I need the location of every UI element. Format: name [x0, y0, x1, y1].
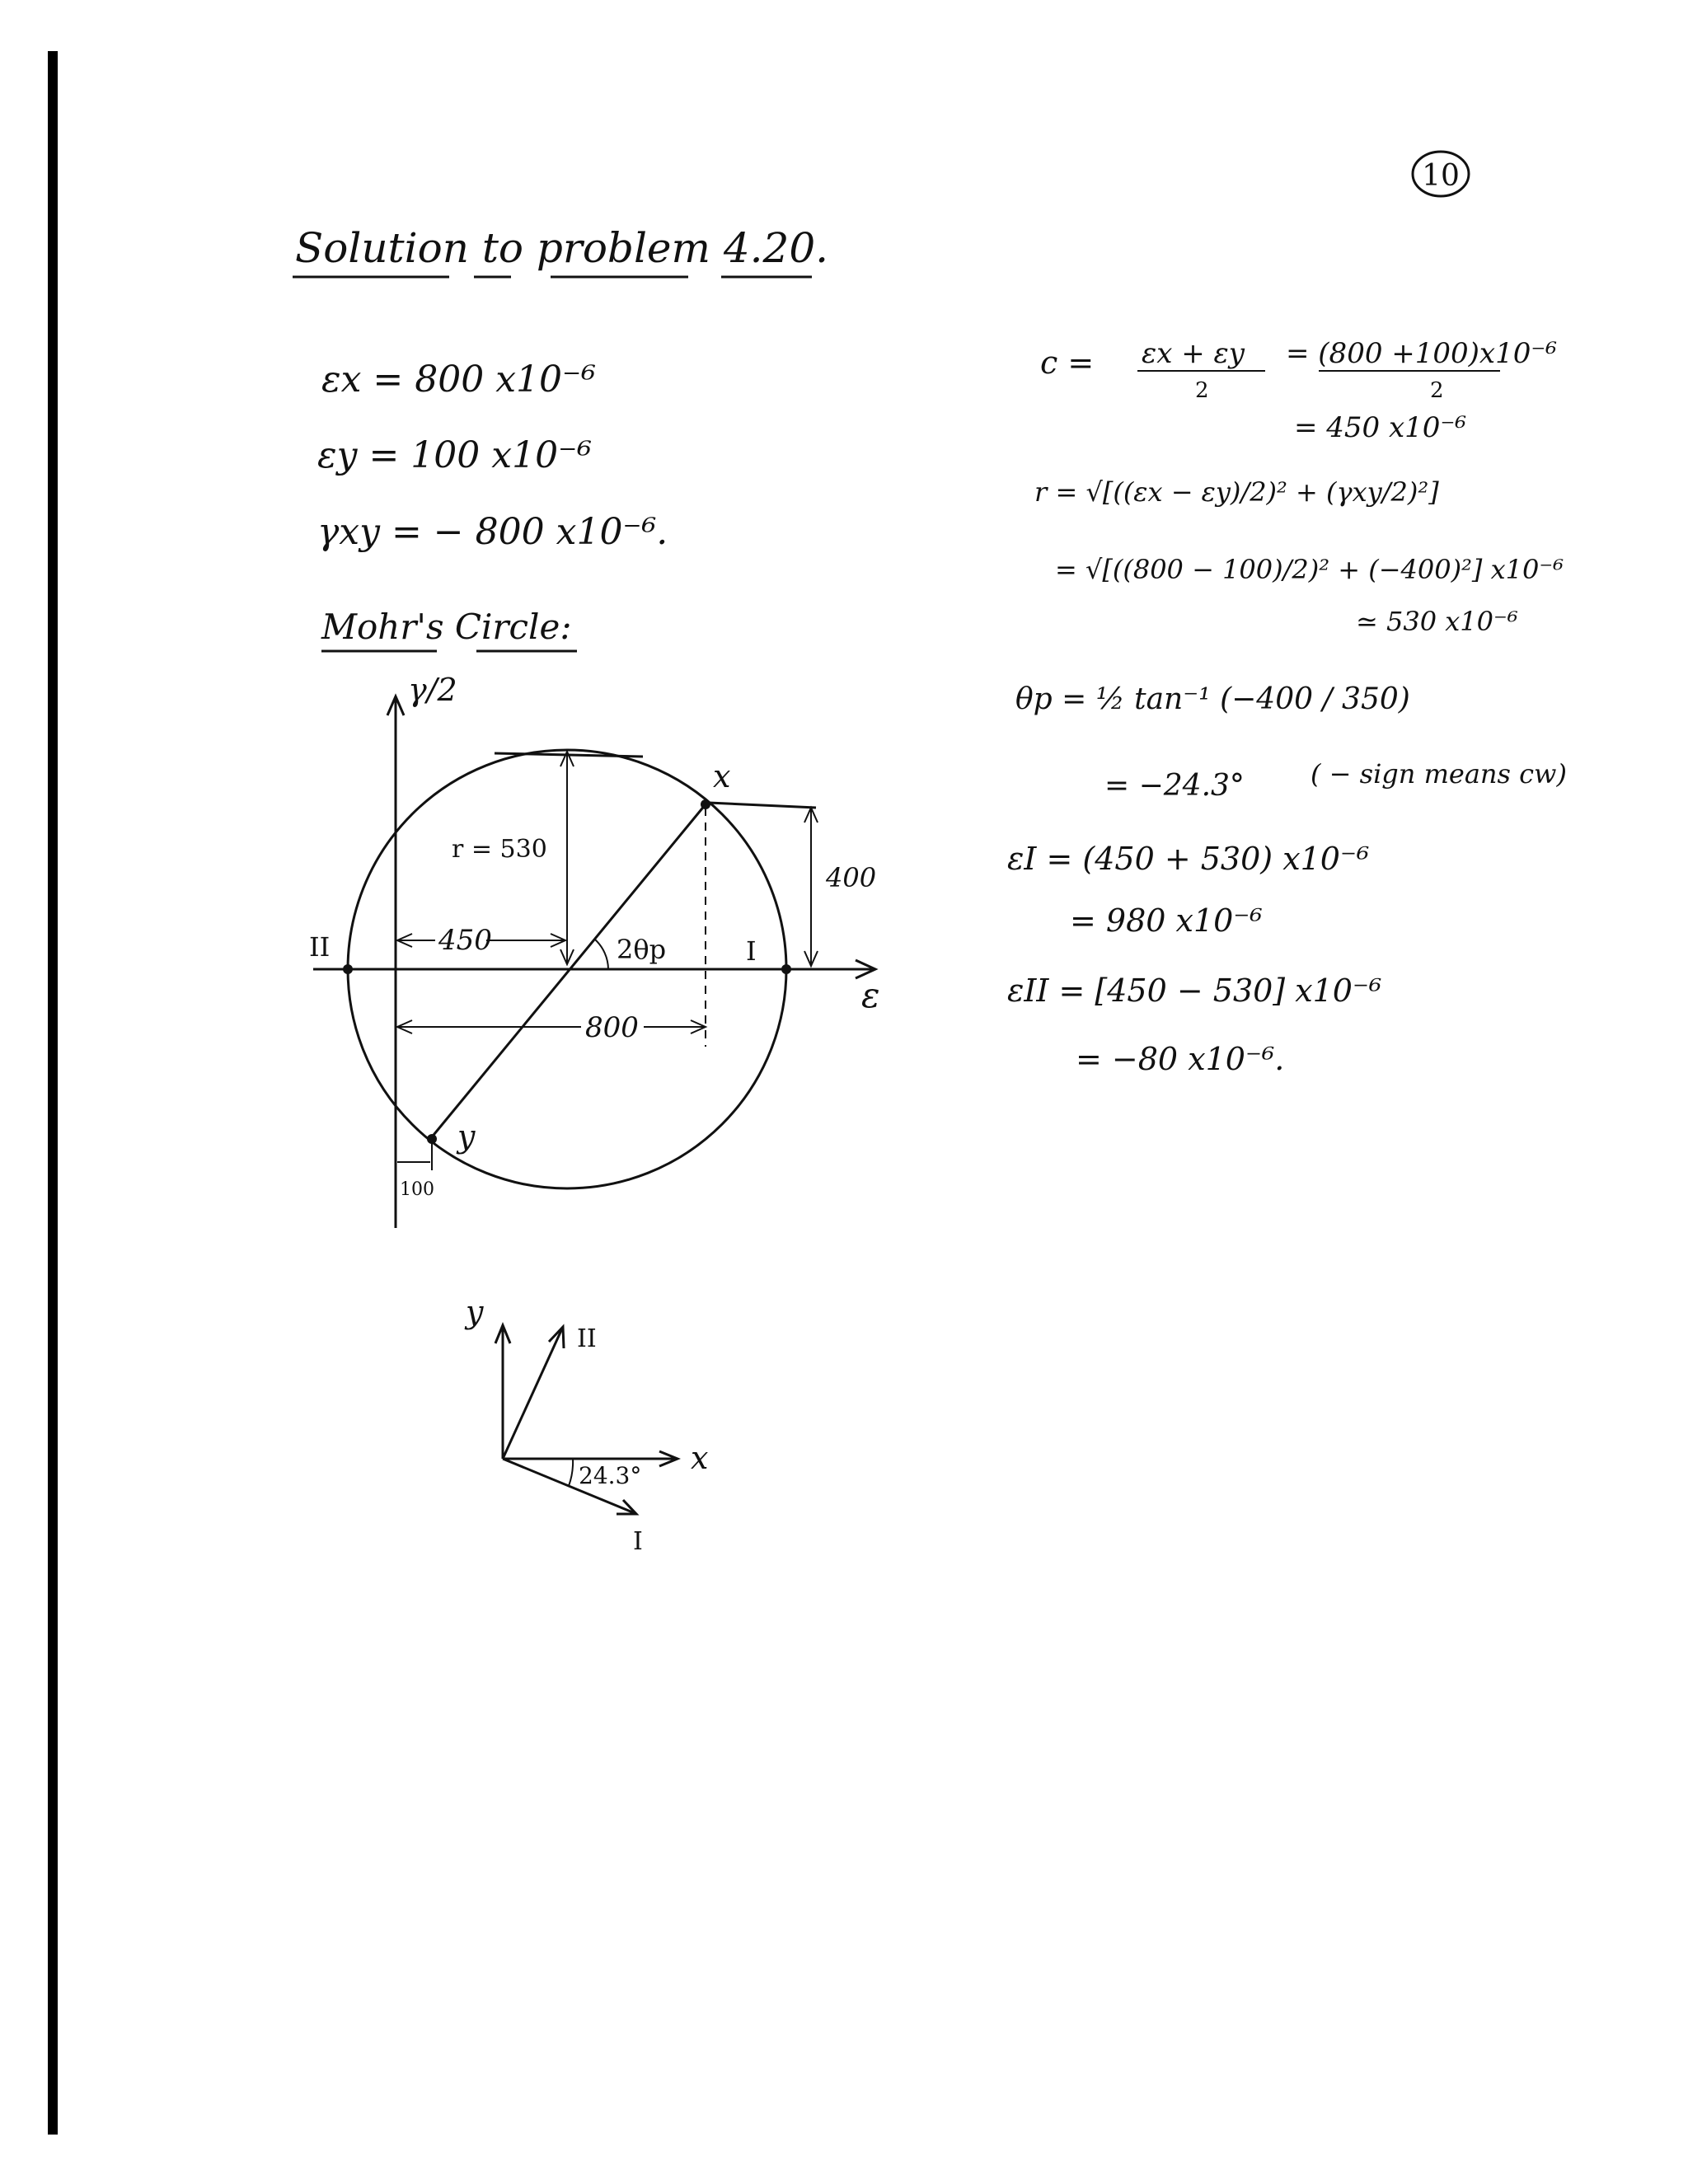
- axis-label-gamma: γ/2: [408, 672, 457, 708]
- e1-formula: εI = (450 + 530) x10⁻⁶: [1007, 841, 1370, 877]
- theta-formula: θp = ½ tan⁻¹ (−400 / 350): [1015, 682, 1410, 716]
- mohr-circle-diagram: [309, 672, 880, 1228]
- c-eq-numerator: = (800 +100)x10⁻⁶: [1286, 337, 1557, 370]
- given-ey: εy = 100 x10⁻⁶: [317, 434, 592, 476]
- dim-450-label: 450: [438, 924, 492, 957]
- c-lhs: c =: [1040, 344, 1095, 381]
- point-II: [343, 964, 353, 974]
- page-number-text: 10: [1422, 159, 1460, 193]
- r-formula: r = √[((εx − εy)/2)² + (γxy/2)²]: [1034, 476, 1439, 508]
- e1-result: = 980 x10⁻⁶: [1070, 902, 1263, 939]
- c-result: = 450 x10⁻⁶: [1294, 411, 1467, 444]
- radius-label: r = 530: [452, 835, 547, 864]
- c-denominator: 2: [1195, 378, 1209, 403]
- given-gxy: γxy = − 800 x10⁻⁶.: [317, 511, 668, 553]
- binding-bar: [48, 51, 58, 2135]
- calculations: [1007, 337, 1567, 1077]
- sketch-angle-label: 24.3°: [579, 1462, 642, 1489]
- label-I: I: [746, 935, 757, 967]
- mohr-heading: Mohr's Circle:: [321, 607, 572, 647]
- label-x: x: [713, 758, 731, 794]
- sketch-II-arrow: [549, 1327, 564, 1348]
- axis-label-epsilon: ε: [861, 975, 880, 1015]
- dim-400-label: 400: [826, 862, 877, 893]
- sketch-y-label: y: [466, 1294, 484, 1330]
- c-numerator: εx + εy: [1142, 337, 1245, 370]
- c-eq-denominator: 2: [1430, 378, 1444, 403]
- theta-result: = −24.3°: [1104, 769, 1245, 803]
- r-result: ≃ 530 x10⁻⁶: [1356, 606, 1518, 637]
- label-II: II: [309, 931, 331, 963]
- e2-result: = −80 x10⁻⁶.: [1076, 1041, 1285, 1077]
- r-substitution: = √[((800 − 100)/2)² + (−400)²] x10⁻⁶: [1055, 554, 1564, 585]
- dim-100-label: 100: [400, 1179, 434, 1200]
- label-y: y: [457, 1118, 476, 1155]
- sketch-II-axis: [503, 1329, 562, 1459]
- given-ex: εx = 800 x10⁻⁶: [321, 359, 596, 401]
- angle-arc: [595, 940, 608, 969]
- theta-note: ( − sign means cw): [1311, 758, 1567, 790]
- point-I: [781, 964, 791, 974]
- sketch-angle-arc: [569, 1459, 573, 1486]
- page-number: [1413, 152, 1469, 196]
- sketch-II-label: II: [577, 1324, 597, 1353]
- dim-800-label: 800: [585, 1011, 639, 1044]
- angle-label: 2θp: [617, 934, 667, 965]
- principal-direction-sketch: [464, 1294, 708, 1556]
- e2-formula: εII = [450 − 530] x10⁻⁶: [1007, 972, 1382, 1009]
- sketch-x-label: x: [691, 1440, 709, 1476]
- x-tangent: [709, 803, 816, 808]
- page-title: Solution to problem 4.20.: [295, 224, 829, 272]
- sketch-I-label: I: [633, 1527, 643, 1556]
